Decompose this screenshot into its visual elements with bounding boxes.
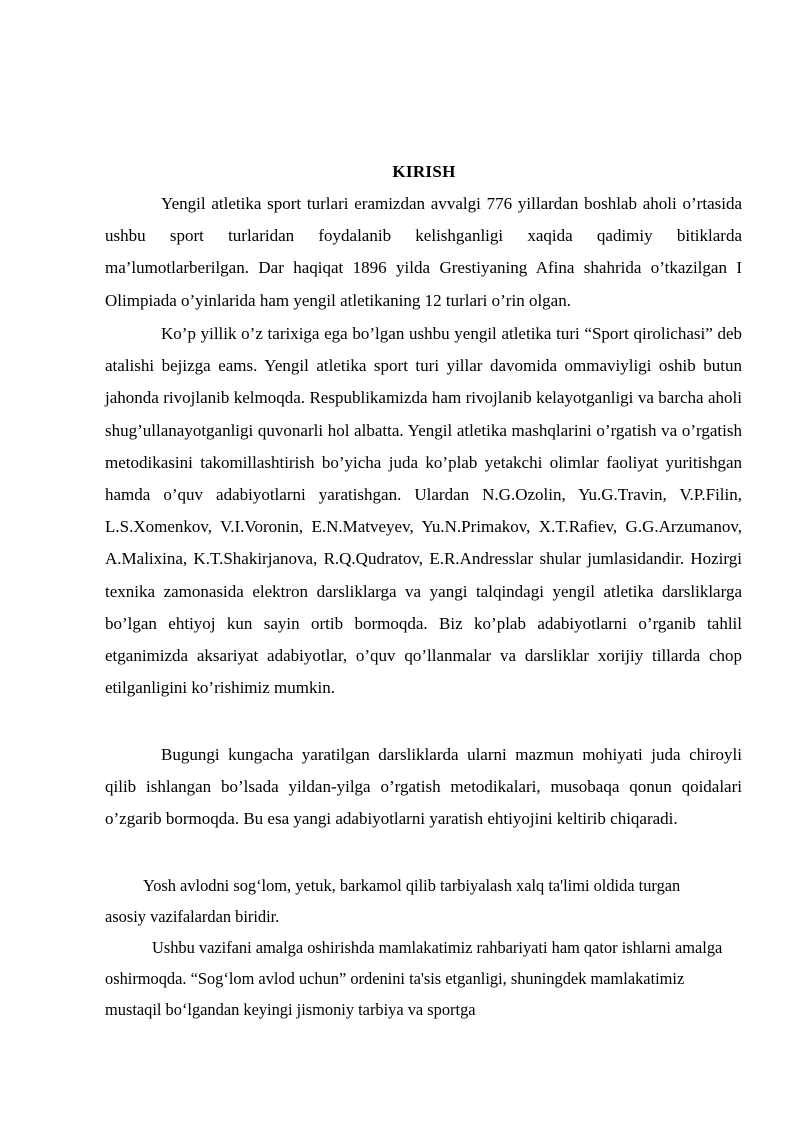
- paragraph-3: Bugungi kungacha yaratilgan darsliklarda ularni mazmun mohiyati juda chiroyli qilib ishlangan bo’lsada yildan-yilga o’rgatish metodikalari, musobaqa qonun qoidalari o’zgarib bormoqda. Bu esa yangi adabiyotlarni yaratish ehtiyojini keltirib chiqaradi.: [105, 745, 742, 829]
- paragraph-4: Yosh avlodni sog‘lom, yetuk, barkamol qilib tarbiyalash xalq ta'limi oldida turgan asosiy vazifalardan biridir.: [105, 876, 681, 926]
- document-title: KIRISH: [392, 162, 456, 181]
- paragraph-1: Yengil atletika sport turlari eramizdan avvalgi 776 yillardan boshlab aholi o’rtasida ushbu sport turlaridan foydalanib kelishganligi xaqida qadimiy bitiklarda ma’lumotlarberilgan. Dar haqiqat 1896 yilda Grestiyaning Afina shahrida o’tkazilgan I Olimpiada o’yinlarida ham yengil atletikaning 12 turlari o’rin olgan.: [105, 194, 742, 310]
- paragraph-5: Ushbu vazifani amalga oshirishda mamlakatimiz rahbariyati ham qator ishlarni amalga oshirmoqda. “Sog‘lom avlod uchun” ordenini ta'sis etganligi, shuningdek mamlakatimiz mustaqil bo‘lgandan keyingi jismoniy tarbiya va sportga: [105, 938, 723, 1019]
- paragraph-2: Ko’p yillik o’z tarixiga ega bo’lgan ushbu yengil atletika turi “Sport qirolichasi” deb atalishi bejizga eams. Yengil atletika sport turi yillar davomida ommaviyligi oshib butun jahonda rivojlanib kelmoqda. Respublikamizda ham rivojlanib kelayotganligi va barcha aholi shug’ullanayotganligi quvonarli hol albatta. Yengil atletika mashqlarini o’rgatish va o’rgatish metodikasini takomillashtirish bo’yicha juda ko’plab yetakchi olimlar faoliyat yuritishgan hamda o’quv adabiyotlarni yaratishgan. Ulardan N.G.Ozolin, Yu.G.Travin, V.P.Filin, L.S.Xomenkov, V.I.Voronin, E.N.Matveyev, Yu.N.Primakov, X.T.Rafiev, G.G.Arzumanov, A.Malixina, K.T.Shakirjanova, R.Q.Qudratov, E.R.Andresslar shular jumlasidandir. Hozirgi texnika zamonasida elektron darsliklarga va yangi talqindagi yengil atletika darsliklarga bo’lgan ehtiyoj kun sayin ortib bormoqda. Biz ko’plab adabiyotlarni o’rganib tahlil etganimizda aksariyat adabiyotlar, o’quv qo’llanmalar va darsliklar xorijiy tillarda chop etilganligini ko’rishimiz mumkin.: [105, 324, 742, 698]
